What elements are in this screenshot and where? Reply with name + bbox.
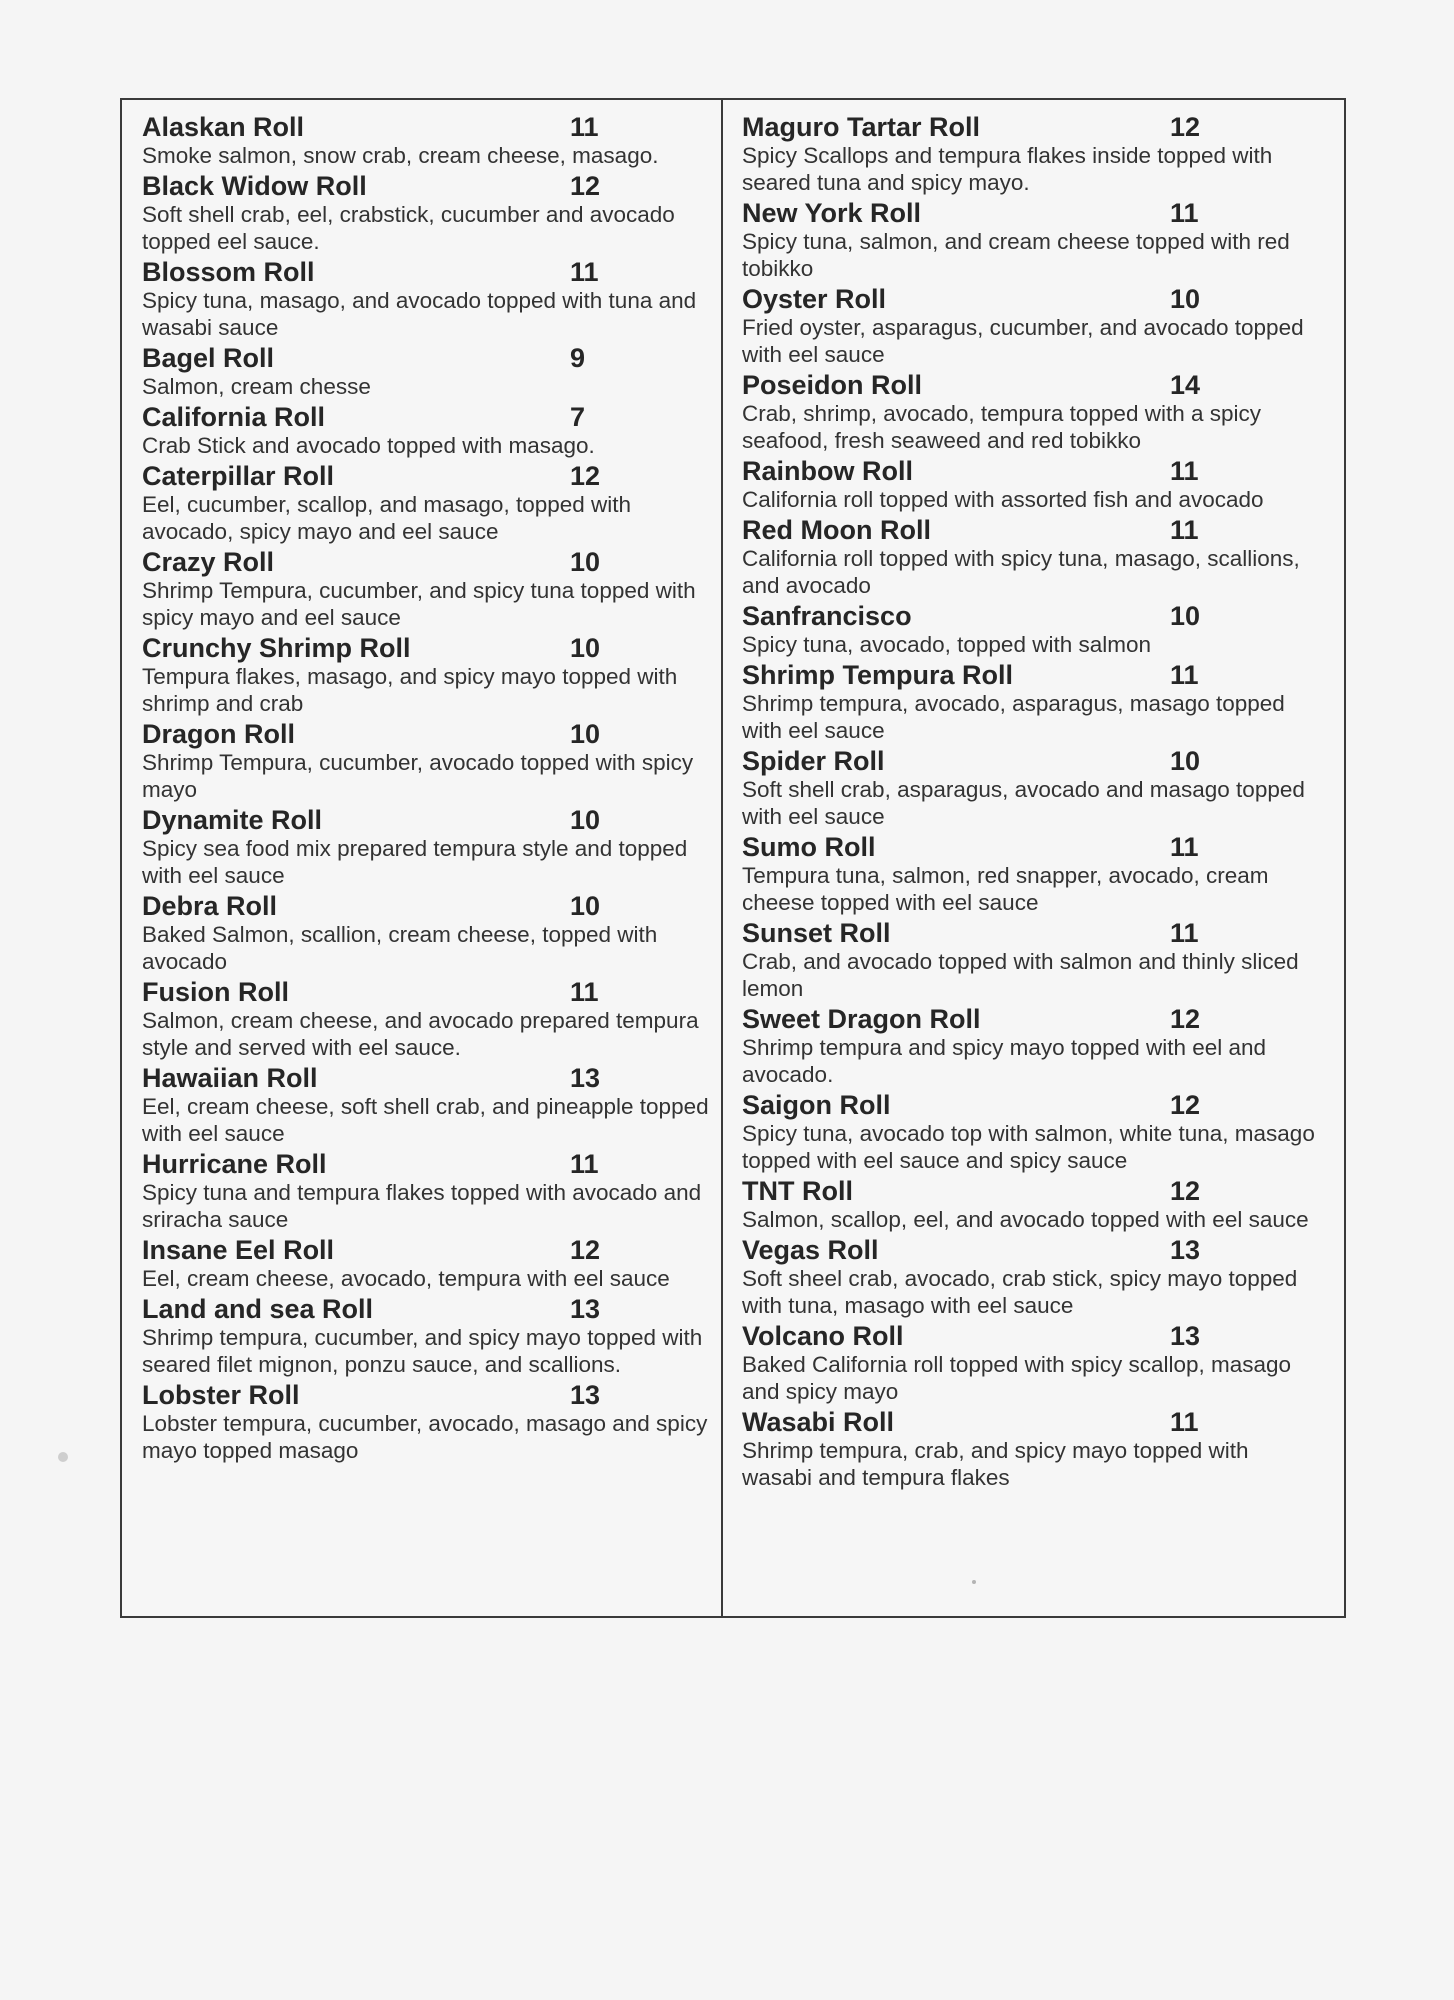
- menu-item-name: Fusion Roll: [142, 977, 289, 1007]
- menu-item-name: Crunchy Shrimp Roll: [142, 633, 411, 663]
- menu-item: [742, 1235, 1320, 1319]
- menu-item-price: 13: [570, 1380, 601, 1410]
- menu-item-price: 11: [1170, 1407, 1199, 1437]
- menu-item: [742, 746, 1320, 830]
- menu-item-price: 10: [570, 805, 601, 835]
- menu-item-price: 10: [570, 719, 601, 749]
- menu-item: [742, 918, 1320, 1002]
- menu-item-header: [742, 1235, 1320, 1265]
- menu-item: [142, 257, 720, 341]
- menu-item: [742, 284, 1320, 368]
- menu-item-name: Blossom Roll: [142, 257, 315, 287]
- menu-item-price: 12: [1170, 1176, 1201, 1206]
- menu-item-header: [742, 1176, 1320, 1206]
- menu-item-header: [142, 171, 720, 201]
- menu-item-name: Alaskan Roll: [142, 112, 305, 142]
- menu-item-name: Poseidon Roll: [742, 370, 923, 400]
- menu-item-price: 12: [1170, 1004, 1201, 1034]
- menu-item-price: 10: [1170, 746, 1201, 776]
- menu-item-price: 7: [570, 402, 586, 432]
- menu-item: [142, 633, 720, 717]
- menu-item: [142, 171, 720, 255]
- menu-item-header: [742, 918, 1320, 948]
- menu-item-name: Red Moon Roll: [742, 515, 931, 545]
- menu-item-description: Crab Stick and avocado topped with masago.: [142, 433, 595, 458]
- menu-item-price: 11: [570, 257, 599, 287]
- menu-item-name: TNT Roll: [742, 1176, 853, 1206]
- menu-item: [142, 547, 720, 631]
- menu-item-price: 12: [570, 1235, 601, 1265]
- menu-item-description: Eel, cream cheese, soft shell crab, and pineapple topped with eel sauce: [142, 1094, 709, 1146]
- menu-item-description: Lobster tempura, cucumber, avocado, masago and spicy mayo topped masago: [142, 1411, 708, 1463]
- menu-item: [742, 1407, 1320, 1491]
- menu-item: [142, 1235, 720, 1292]
- menu-item-price: 11: [1170, 918, 1199, 948]
- menu-item-header: [142, 257, 720, 287]
- menu-item-description: Soft sheel crab, avocado, crab stick, spicy mayo topped with tuna, masago with eel sauce: [742, 1266, 1298, 1318]
- menu-item-price: 11: [570, 112, 599, 142]
- menu-item-price: 11: [570, 1149, 599, 1179]
- menu-item: [742, 112, 1320, 196]
- menu-item-header: [142, 805, 720, 835]
- menu-item-header: [142, 633, 720, 663]
- menu-item-header: [742, 746, 1320, 776]
- menu-item-header: [742, 1321, 1320, 1351]
- menu-item-description: Soft shell crab, asparagus, avocado and masago topped with eel sauce: [742, 777, 1305, 829]
- menu-item-header: [142, 1063, 720, 1093]
- menu-item-header: [742, 284, 1320, 314]
- menu-item-price: 11: [1170, 832, 1199, 862]
- menu-item-header: [142, 461, 720, 491]
- menu-item: [142, 402, 720, 459]
- menu-item-price: 10: [570, 633, 601, 663]
- menu-item-description: Spicy tuna and tempura flakes topped with avocado and sriracha sauce: [142, 1180, 702, 1232]
- menu-item: [742, 515, 1320, 599]
- menu-item: [742, 1004, 1320, 1088]
- menu-item-name: Saigon Roll: [742, 1090, 891, 1120]
- menu-item-header: [142, 977, 720, 1007]
- menu-item-name: Insane Eel Roll: [142, 1235, 335, 1265]
- menu-item-header: [142, 891, 720, 921]
- menu-item-description: Tempura flakes, masago, and spicy mayo topped with shrimp and crab: [142, 664, 678, 716]
- menu-item-price: 12: [570, 461, 601, 491]
- menu-item-name: Hawaiian Roll: [142, 1063, 318, 1093]
- menu-item-price: 11: [570, 977, 599, 1007]
- menu-item-description: Spicy Scallops and tempura flakes inside topped with seared tuna and spicy mayo.: [742, 143, 1273, 195]
- menu-item-header: [142, 343, 720, 373]
- menu-item-description: Spicy tuna, salmon, and cream cheese topped with red tobikko: [742, 229, 1290, 281]
- menu-item-name: Vegas Roll: [742, 1235, 879, 1265]
- menu-item-price: 13: [1170, 1235, 1201, 1265]
- menu-item-name: Sumo Roll: [742, 832, 876, 862]
- menu-item: [742, 370, 1320, 454]
- menu-item-description: Baked Salmon, scallion, cream cheese, topped with avocado: [142, 922, 658, 974]
- menu-item: [142, 891, 720, 975]
- menu-item-description: Crab, and avocado topped with salmon and thinly sliced lemon: [742, 949, 1299, 1001]
- menu-item-name: Caterpillar Roll: [142, 461, 335, 491]
- menu-item-description: Salmon, cream cheese, and avocado prepared tempura style and served with eel sauce.: [142, 1008, 699, 1060]
- menu-item: [742, 601, 1320, 658]
- menu-item-name: Dragon Roll: [142, 719, 295, 749]
- menu-item-header: [742, 515, 1320, 545]
- menu-item-description: Soft shell crab, eel, crabstick, cucumber and avocado topped eel sauce.: [142, 202, 675, 254]
- menu-item-price: 10: [1170, 601, 1201, 631]
- menu-item-name: Rainbow Roll: [742, 456, 913, 486]
- menu-item: [142, 1063, 720, 1147]
- menu-item-price: 9: [570, 343, 586, 373]
- menu-item-description: Tempura tuna, salmon, red snapper, avocado, cream cheese topped with eel sauce: [742, 863, 1269, 915]
- menu-item-description: Eel, cucumber, scallop, and masago, topped with avocado, spicy mayo and eel sauce: [142, 492, 632, 544]
- menu-item: [742, 660, 1320, 744]
- menu-item-header: [142, 1235, 720, 1265]
- menu-item-header: [742, 112, 1320, 142]
- menu-item-name: Shrimp Tempura Roll: [742, 660, 1014, 690]
- menu-item-description: Baked California roll topped with spicy scallop, masago and spicy mayo: [742, 1352, 1292, 1404]
- menu-item-name: Wasabi Roll: [742, 1407, 895, 1437]
- menu-item: [142, 1149, 720, 1233]
- menu-item-description: Shrimp tempura, crab, and spicy mayo topped with wasabi and tempura flakes: [742, 1438, 1249, 1490]
- menu-item: [142, 805, 720, 889]
- menu-item-header: [742, 832, 1320, 862]
- menu-item-header: [742, 660, 1320, 690]
- menu-item-name: Oyster Roll: [742, 284, 887, 314]
- menu-item: [142, 1294, 720, 1378]
- menu-item-header: [742, 198, 1320, 228]
- menu-item-header: [742, 601, 1320, 631]
- menu-item-description: Shrimp tempura, avocado, asparagus, masago topped with eel sauce: [742, 691, 1285, 743]
- menu-item-name: Sweet Dragon Roll: [742, 1004, 981, 1034]
- menu-item-header: [142, 1294, 720, 1324]
- menu-item-price: 14: [1170, 370, 1201, 400]
- scan-speck: [58, 1452, 68, 1462]
- menu-item-description: Spicy sea food mix prepared tempura style and topped with eel sauce: [142, 836, 688, 888]
- menu-item-header: [742, 1004, 1320, 1034]
- menu-item-description: Spicy tuna, avocado top with salmon, white tuna, masago topped with eel sauce and spicy sauce: [742, 1121, 1315, 1173]
- menu-item: [742, 832, 1320, 916]
- menu-item: [142, 461, 720, 545]
- menu-item-name: Dynamite Roll: [142, 805, 323, 835]
- menu-item-name: Sanfrancisco: [742, 601, 912, 631]
- menu-item-description: Salmon, scallop, eel, and avocado topped with eel sauce: [742, 1207, 1309, 1232]
- menu-item-name: Debra Roll: [142, 891, 278, 921]
- menu-item-name: New York Roll: [742, 198, 922, 228]
- menu-item-name: Maguro Tartar Roll: [742, 112, 981, 142]
- menu-item-name: California Roll: [142, 402, 326, 432]
- menu-item-name: Volcano Roll: [742, 1321, 904, 1351]
- menu-item: [742, 1176, 1320, 1233]
- menu-item-description: Crab, shrimp, avocado, tempura topped with a spicy seafood, fresh seaweed and red tobikko: [742, 401, 1262, 453]
- menu-item-description: Shrimp Tempura, cucumber, and spicy tuna topped with spicy mayo and eel sauce: [142, 578, 696, 630]
- menu-item-price: 12: [570, 171, 601, 201]
- menu-item-price: 10: [1170, 284, 1201, 314]
- menu-item-name: Sunset Roll: [742, 918, 891, 948]
- menu-item: [142, 977, 720, 1061]
- menu-item-header: [742, 1407, 1320, 1437]
- menu-item-name: Hurricane Roll: [142, 1149, 327, 1179]
- left-column: [142, 112, 720, 1466]
- menu-item-price: 10: [570, 891, 601, 921]
- menu-item-name: Black Widow Roll: [142, 171, 367, 201]
- menu-item-price: 11: [1170, 456, 1199, 486]
- menu-item-header: [742, 456, 1320, 486]
- menu-item-header: [742, 370, 1320, 400]
- menu-item-price: 12: [1170, 112, 1201, 142]
- right-column: [742, 112, 1320, 1493]
- menu-item-price: 13: [570, 1063, 601, 1093]
- menu-item: [742, 198, 1320, 282]
- menu-item-description: Fried oyster, asparagus, cucumber, and avocado topped with eel sauce: [742, 315, 1304, 367]
- menu-item-description: Spicy tuna, masago, and avocado topped with tuna and wasabi sauce: [142, 288, 697, 340]
- menu-item: [142, 343, 720, 400]
- menu-item: [742, 1090, 1320, 1174]
- menu-item-description: Smoke salmon, snow crab, cream cheese, masago.: [142, 143, 659, 168]
- menu-item-header: [142, 402, 720, 432]
- menu-item: [742, 1321, 1320, 1405]
- menu-item-price: 11: [1170, 198, 1199, 228]
- menu-table: [120, 98, 1346, 1618]
- menu-item-name: Lobster Roll: [142, 1380, 300, 1410]
- menu-item: [142, 112, 720, 169]
- menu-item-header: [142, 547, 720, 577]
- menu-item-description: California roll topped with assorted fish and avocado: [742, 487, 1264, 512]
- scan-speck: [972, 1580, 976, 1584]
- menu-item-description: Spicy tuna, avocado, topped with salmon: [742, 632, 1151, 657]
- menu-item-price: 12: [1170, 1090, 1201, 1120]
- menu-item-price: 13: [1170, 1321, 1201, 1351]
- menu-item: [142, 719, 720, 803]
- menu-item: [742, 456, 1320, 513]
- menu-item-description: Shrimp tempura and spicy mayo topped with eel and avocado.: [742, 1035, 1267, 1087]
- menu-item-price: 10: [570, 547, 601, 577]
- menu-item-header: [142, 1380, 720, 1410]
- menu-item-price: 11: [1170, 660, 1199, 690]
- menu-item-header: [742, 1090, 1320, 1120]
- menu-item-name: Crazy Roll: [142, 547, 275, 577]
- menu-item-name: Spider Roll: [742, 746, 885, 776]
- menu-item-description: Eel, cream cheese, avocado, tempura with eel sauce: [142, 1266, 670, 1291]
- menu-item: [142, 1380, 720, 1464]
- menu-item-header: [142, 1149, 720, 1179]
- menu-item-description: Salmon, cream chesse: [142, 374, 371, 399]
- menu-item-header: [142, 719, 720, 749]
- menu-item-description: California roll topped with spicy tuna, masago, scallions, and avocado: [742, 546, 1300, 598]
- menu-item-price: 13: [570, 1294, 601, 1324]
- menu-item-description: Shrimp tempura, cucumber, and spicy mayo topped with seared filet mignon, ponzu sauce, and scallions.: [142, 1325, 703, 1377]
- menu-item-name: Land and sea Roll: [142, 1294, 374, 1324]
- menu-item-description: Shrimp Tempura, cucumber, avocado topped with spicy mayo: [142, 750, 694, 802]
- menu-item-name: Bagel Roll: [142, 343, 275, 373]
- menu-item-header: [142, 112, 720, 142]
- menu-item-price: 11: [1170, 515, 1199, 545]
